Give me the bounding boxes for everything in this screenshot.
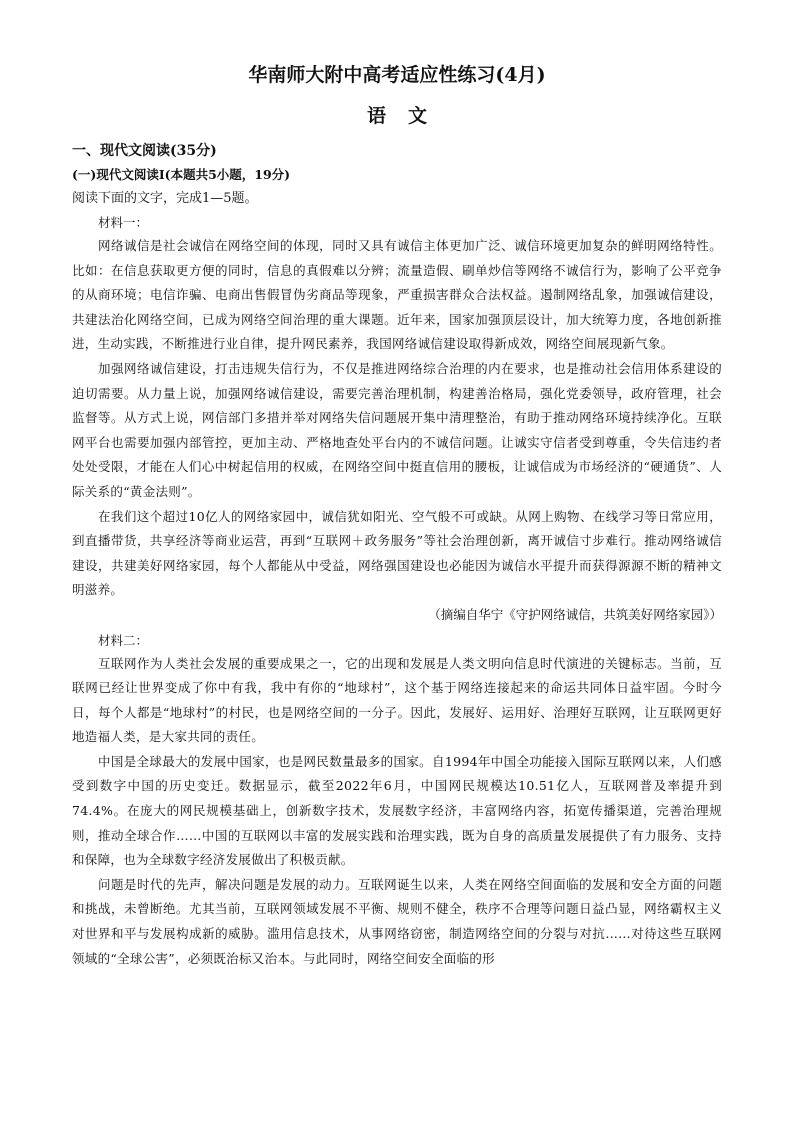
reading-instruction: 阅读下面的文字，完成1—5题。 bbox=[72, 191, 258, 206]
material-2-paragraph: 中国是全球最大的发展中国家，也是网民数量最多的国家。自1994年中国全功能接入国际互联网以来，人们感受到数字中国的历史变迁。数据显示，截至2022年6月，中国网民规模达10.51亿人，互联网普及率提升到74.4%。在庞大的网民规模基础上，创新数字技术，发展数字经济，丰富网络内容，拓宽传播渠道，完善治理规则，推动全球合作……中国的互联网以丰富的发展实践和治理实践，既为自身的高质量发展提供了有力服务、支持和保障，也为全球数字经济发展做出了积极贡献。 bbox=[72, 753, 722, 868]
document-page bbox=[72, 60, 722, 971]
material-1-source: （摘编自华宁《守护网络诚信，共筑美好网络家园》） bbox=[428, 606, 722, 622]
material-2-label: 材料二： bbox=[98, 632, 149, 648]
subject-heading: 语文 bbox=[366, 105, 449, 127]
material-2-paragraph: 问题是时代的先声，解决问题是发展的动力。互联网诞生以来，人类在网络空间面临的发展和安全方面的问题和挑战，未曾断绝。尤其当前，互联网领域发展不平衡、规则不健全，秩序不合理等问题日益凸显，网络霸权主义对世界和平与发展构成新的威胁。滥用信息技术，从事网络窃密，制造网络空间的分裂与对抗……对待这些互联网领域的“全球公害”，必须既治标又治本。与此同时，网络空间安全面临的形 bbox=[72, 876, 722, 966]
material-1-paragraph: 加强网络诚信建设，打击违规失信行为，不仅是推进网络综合治理的内在要求，也是推动社会信用体系建设的迫切需要。从力量上说，加强网络诚信建设，需要完善治理机制，构建善治格局，强化党委领导，政府管理，社会监督等。从方式上说，网信部门多措并举对网络失信问题展开集中清理整治，有助于推动网络环境持续净化。互联网平台也需要加强内部管控，更加主动、严格地查处平台内的不诚信问题。让诚实守信者受到尊重，令失信违约者处处受限，才能在人们心中树起信用的权威，在网络空间中挺直信用的腰板，让诚信成为市场经济的“硬通货”、人际关系的“黄金法则”。 bbox=[72, 360, 722, 499]
material-1-paragraph: 网络诚信是社会诚信在网络空间的体现，同时又具有诚信主体更加广泛、诚信环境更加复杂的鲜明网络特性。比如：在信息获取更方便的同时，信息的真假难以分辨；流量造假、刷单炒信等网络不诚信行为，影响了公平竞争的从商环境；电信诈骗、电商出售假冒伪劣商品等现象，严重损害群众合法权益。遏制网络乱象，加强诚信建设，共建法治化网络空间，已成为网络空间治理的重大课题。近年来，国家加强顶层设计，加大统筹力度，各地创新推进，生动实践，不断推进行业自律，提升网民素养，我国网络诚信建设取得新成效，网络空间展现新气象。 bbox=[72, 238, 722, 352]
material-1-paragraph: 在我们这个超过10亿人的网络家园中，诚信犹如阳光、空气般不可或缺。从网上购物、在线学习等日常应用，到直播带货，共享经济等商业运营，再到“互联网＋政务服务”等社会治理创新，离开诚信寸步难行。推动网络诚信建设，共建美好网络家园，每个人都能从中受益，网络强国建设也必能因为诚信水平提升而获得源源不断的精神文明滋养。 bbox=[72, 508, 722, 598]
material-2-paragraph: 互联网作为人类社会发展的重要成果之一，它的出现和发展是人类文明向信息时代演进的关键标志。当前，互联网已经让世界变成了你中有我，我中有你的“地球村”，这个基于网络连接起来的命运共同体日益牢固。今时今日，每个人都是“地球村”的村民，也是网络空间的一分子。因此，发展好、运用好、治理好互联网，让互联网更好地造福人类，是大家共同的责任。 bbox=[72, 655, 722, 745]
document-title: 华南师大附中高考适应性练习(4月) bbox=[248, 64, 546, 86]
section-heading: 一、现代文阅读(35分) bbox=[72, 143, 217, 159]
subsection-heading: (一)现代文阅读Ⅰ(本题共5小题，19分) bbox=[72, 167, 291, 182]
material-1-label: 材料一： bbox=[98, 215, 149, 230]
